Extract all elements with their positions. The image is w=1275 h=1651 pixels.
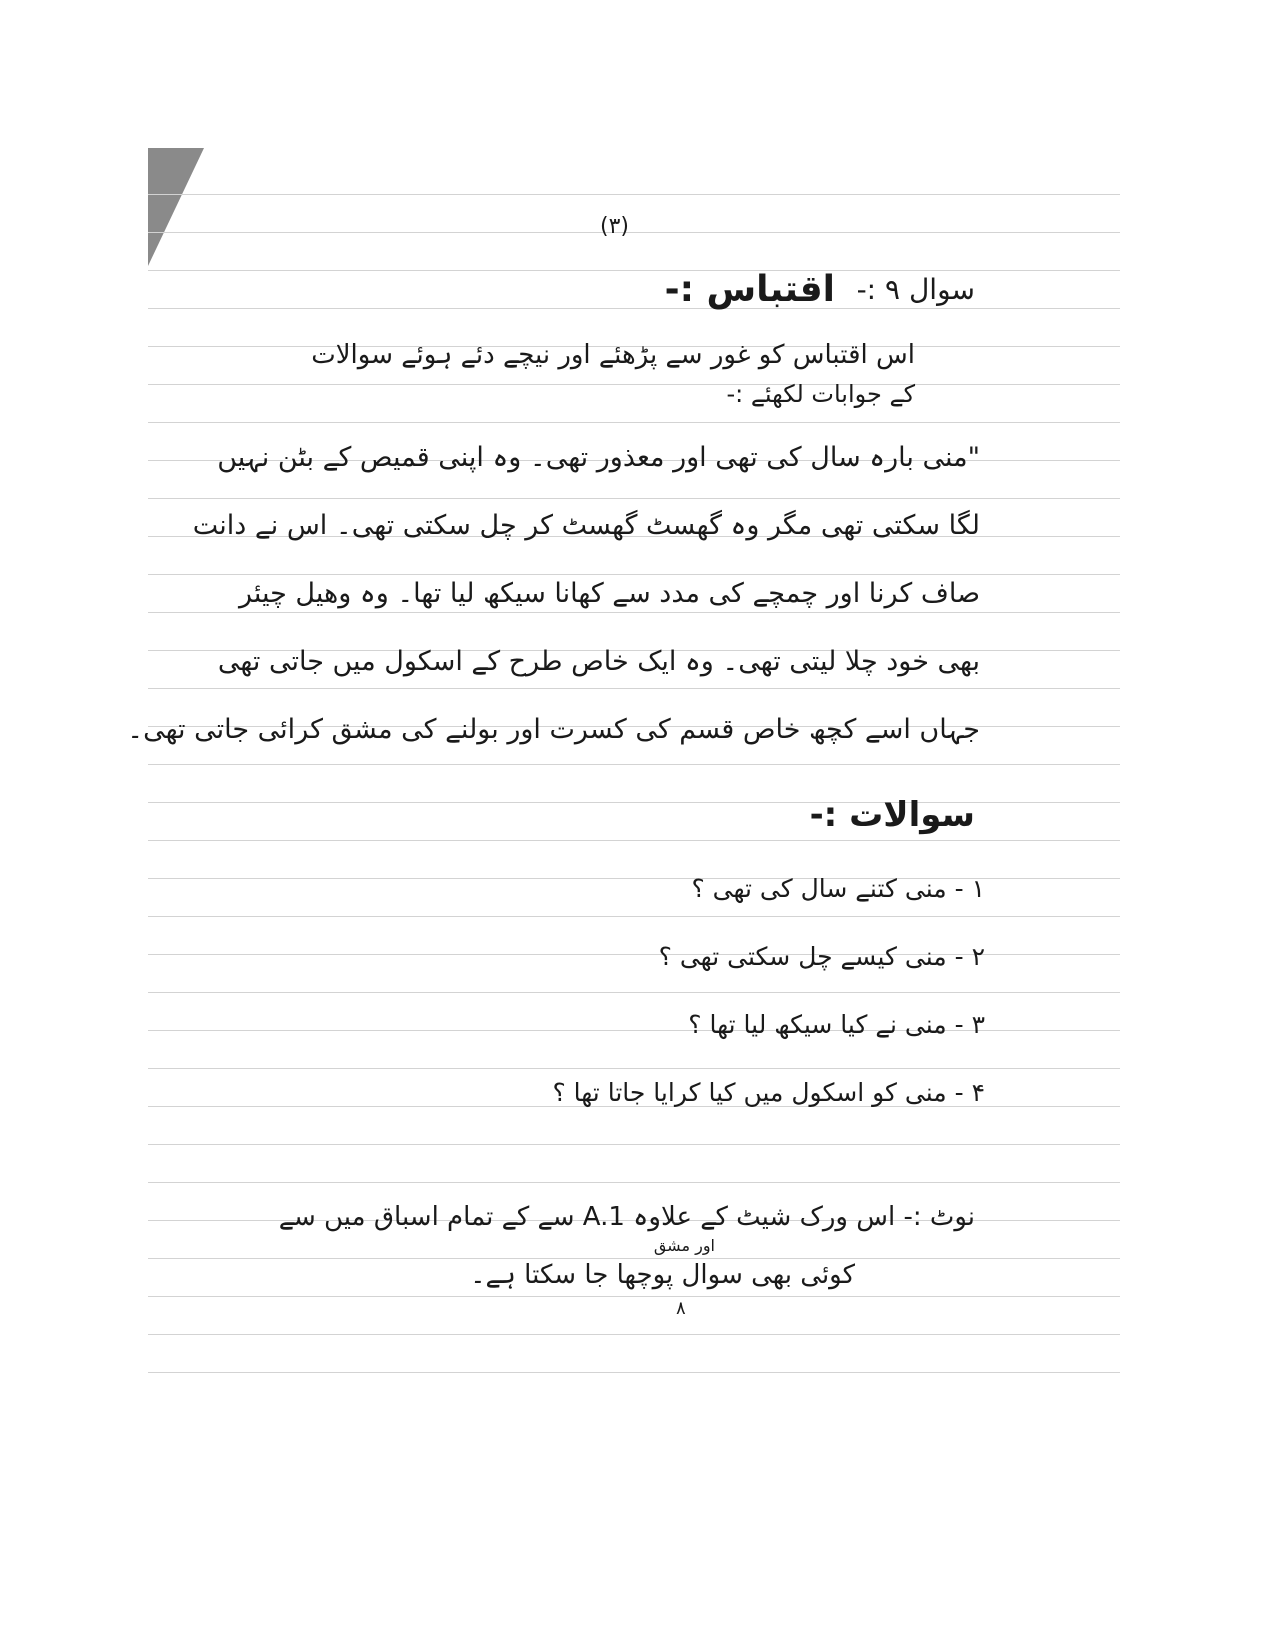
ruled-line <box>148 764 1120 765</box>
question-2: ۲ - منی کیسے چل سکتی تھی ؟ <box>658 942 985 971</box>
ruled-line <box>148 1334 1120 1335</box>
passage-line-5: جہاں اسے کچھ خاص قسم کی کسرت اور بولنے کی مشق کرائی جاتی تھی۔ <box>127 714 980 745</box>
passage-line-1: "منی بارہ سال کی تھی اور معذور تھی۔ وہ اپنی قمیص کے بٹن نہیں <box>217 442 980 473</box>
ruled-line <box>148 688 1120 689</box>
ruled-line <box>148 422 1120 423</box>
ruled-line <box>148 1182 1120 1183</box>
questions-heading: سوالات :- <box>809 795 975 835</box>
ruled-line <box>148 232 1120 233</box>
note-line-2: کوئی بھی سوال پوچھا جا سکتا ہے۔ <box>470 1260 855 1290</box>
question-4: ۴ - منی کو اسکول میں کیا کرایا جاتا تھا ؟ <box>552 1078 985 1107</box>
question-1: ۱ - منی کتنے سال کی تھی ؟ <box>691 874 985 903</box>
ruled-line <box>148 1296 1120 1297</box>
passage-line-3: صاف کرنا اور چمچے کی مدد سے کھانا سیکھ لیا تھا۔ وہ وھیل چیئر <box>238 578 980 609</box>
ruled-line <box>148 574 1120 575</box>
ruled-line <box>148 308 1120 309</box>
ruled-line <box>148 612 1120 613</box>
ruled-line <box>148 384 1120 385</box>
note-line-1: نوٹ :- اس ورک شیٹ کے علاوہ A.1 سے کے تمام اسباق میں سے <box>278 1202 975 1232</box>
ruled-line <box>148 498 1120 499</box>
ruled-line <box>148 992 1120 993</box>
passage-heading: اقتباس :- <box>664 269 835 310</box>
ruled-line <box>148 1372 1120 1373</box>
instruction-line-1: اس اقتباس کو غور سے پڑھئے اور نیچے دئے ہوئے سوالات <box>311 340 915 370</box>
page-fold-corner <box>148 148 204 266</box>
passage-line-4: بھی خود چلا لیتی تھی۔ وہ ایک خاص طرح کے اسکول میں جاتی تھی <box>217 646 980 677</box>
ruled-line <box>148 1068 1120 1069</box>
ruled-line <box>148 1258 1120 1259</box>
question-3: ۳ - منی نے کیا سیکھ لیا تھا ؟ <box>688 1010 985 1039</box>
footer-mark: ۸ <box>676 1298 686 1319</box>
passage-line-2: لگا سکتی تھی مگر وہ گھسٹ گھسٹ کر چل سکتی تھی۔ اس نے دانت <box>192 510 980 541</box>
question-label: سوال ۹ :- <box>856 273 975 306</box>
ruled-line <box>148 916 1120 917</box>
ruled-line <box>148 840 1120 841</box>
note-insert: اور مشق <box>653 1236 715 1255</box>
ruled-line <box>148 270 1120 271</box>
ruled-line <box>148 1144 1120 1145</box>
page-number: (۳) <box>600 214 629 239</box>
instruction-line-2: کے جوابات لکھئے :- <box>726 380 915 408</box>
ruled-line <box>148 194 1120 195</box>
